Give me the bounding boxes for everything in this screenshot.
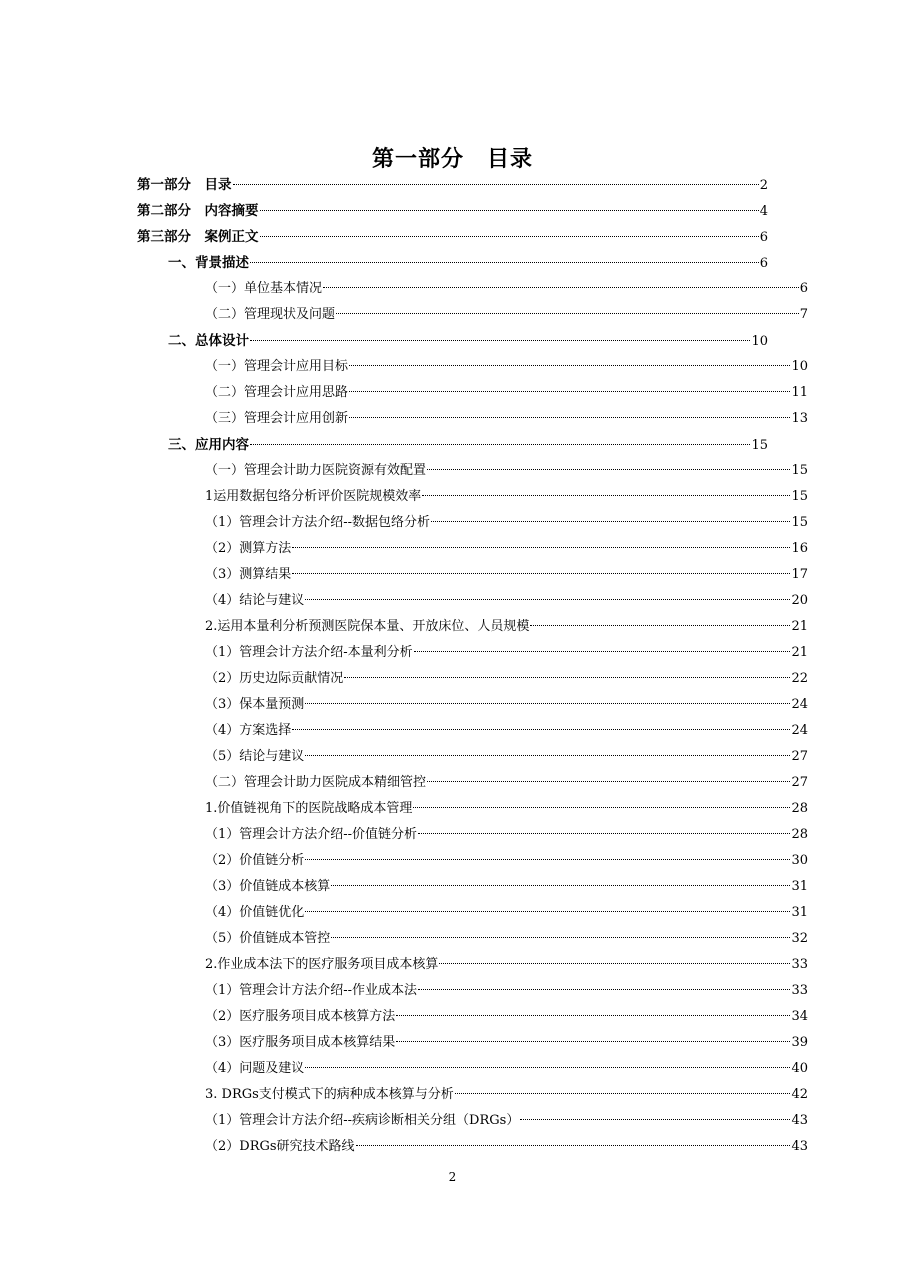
toc-entry[interactable]: [205, 1083, 808, 1107]
toc-entry-title: （4）价值链优化: [205, 905, 305, 920]
toc-entry-page: 15: [751, 438, 768, 453]
dot-leader: [427, 469, 790, 470]
toc-entry-page: 7: [799, 307, 808, 322]
dot-leader: [260, 210, 759, 211]
toc-entry-page: 15: [791, 489, 808, 504]
toc-entry-title: 2.运用本量利分析预测医院保本量、开放床位、人员规模: [205, 619, 530, 634]
toc-entry-title: （3）测算结果: [205, 567, 292, 582]
toc-entry-page: 22: [791, 671, 808, 686]
toc-entry[interactable]: [205, 927, 808, 951]
toc-entry-title: （二）管理会计应用思路: [205, 385, 349, 400]
toc-entry-title: （3）保本量预测: [205, 697, 305, 712]
toc-entry-title: （2）测算方法: [205, 541, 292, 556]
dot-leader: [336, 313, 799, 314]
toc-entry[interactable]: [205, 459, 808, 483]
toc-entry-title: （三）管理会计应用创新: [205, 411, 349, 426]
toc-entry-title: 2.作业成本法下的医疗服务项目成本核算: [205, 957, 439, 972]
toc-entry-page: 10: [791, 359, 808, 374]
dot-leader: [439, 963, 790, 964]
toc-entry-page: 15: [791, 463, 808, 478]
dot-leader: [233, 184, 759, 185]
toc-entry[interactable]: [205, 875, 808, 899]
toc-entry-title: （2）历史边际贡献情况: [205, 671, 344, 686]
toc-entry[interactable]: [168, 251, 768, 275]
toc-entry-title: 1运用数据包络分析评价医院规模效率: [205, 489, 422, 504]
toc-entry-page: 32: [791, 931, 808, 946]
dot-leader: [455, 1093, 791, 1094]
toc-entry-title: 三、应用内容: [168, 437, 249, 453]
toc-entry-page: 27: [791, 749, 808, 764]
toc-entry-page: 15: [791, 515, 808, 530]
toc-entry-page: 28: [791, 827, 808, 842]
toc-entry[interactable]: [205, 771, 808, 795]
toc-entry-title: （二）管理会计助力医院成本精细管控: [205, 775, 427, 790]
dot-leader: [356, 1145, 791, 1146]
toc-entry[interactable]: [205, 381, 808, 405]
toc-entry-page: 24: [791, 697, 808, 712]
dot-leader: [250, 340, 750, 341]
dot-leader: [344, 677, 790, 678]
toc-entry-page: 40: [791, 1061, 808, 1076]
dot-leader: [292, 573, 790, 574]
toc-entry[interactable]: [205, 1057, 808, 1081]
toc-entry-page: 4: [759, 204, 768, 219]
toc-entry[interactable]: [205, 1031, 808, 1055]
dot-leader: [418, 833, 790, 834]
toc-entry-title: 3. DRGs支付模式下的病种成本核算与分析: [205, 1087, 454, 1102]
toc-entry-title: （1）管理会计方法介绍--价值链分析: [205, 827, 418, 842]
toc-entry-page: 21: [791, 645, 808, 660]
toc-entry-title: 第一部分 目录: [137, 177, 232, 193]
toc-entry[interactable]: [205, 277, 808, 301]
toc-entry[interactable]: [205, 849, 808, 873]
toc-entry-title: （5）结论与建议: [205, 749, 305, 764]
toc-entry[interactable]: [137, 199, 768, 223]
toc-entry-title: （2）价值链分析: [205, 853, 305, 868]
toc-entry-page: 28: [791, 801, 808, 816]
toc-entry-page: 43: [791, 1113, 808, 1128]
dot-leader: [305, 755, 790, 756]
toc-entry-page: 43: [791, 1139, 808, 1154]
toc-entry-title: （2）DRGs研究技术路线: [205, 1139, 355, 1154]
toc-entry[interactable]: [205, 693, 808, 717]
toc-entry-title: （1）管理会计方法介绍--数据包络分析: [205, 515, 431, 530]
dot-leader: [331, 885, 790, 886]
toc-entry-page: 42: [791, 1087, 808, 1102]
toc-entry[interactable]: [205, 1005, 808, 1029]
toc-entry[interactable]: [205, 303, 808, 327]
dot-leader: [431, 521, 790, 522]
dot-leader: [250, 262, 759, 263]
toc-entry[interactable]: [137, 225, 768, 249]
toc-entry[interactable]: [205, 615, 808, 639]
toc-entry-title: （二）管理现状及问题: [205, 307, 336, 322]
dot-leader: [349, 365, 790, 366]
toc-entry-page: 6: [759, 256, 768, 271]
toc-entry-page: 6: [799, 281, 808, 296]
toc-entry-title: （1）管理会计方法介绍--疾病诊断相关分组（DRGs）: [205, 1113, 520, 1128]
toc-entry[interactable]: [168, 433, 768, 457]
dot-leader: [292, 547, 790, 548]
toc-entry[interactable]: [205, 745, 808, 769]
toc-entry-title: 一、背景描述: [168, 255, 249, 271]
dot-leader: [520, 1119, 790, 1120]
dot-leader: [530, 625, 790, 626]
toc-entry-page: 39: [791, 1035, 808, 1050]
toc-entry[interactable]: [205, 1109, 808, 1133]
toc-entry-title: （一）单位基本情况: [205, 281, 323, 296]
toc-entry[interactable]: [168, 329, 768, 353]
toc-entry-title: 第二部分 内容摘要: [137, 203, 259, 219]
toc-entry[interactable]: [205, 407, 808, 431]
toc-entry[interactable]: [205, 667, 808, 691]
toc-entry-page: 10: [751, 334, 768, 349]
toc-entry[interactable]: [205, 901, 808, 925]
toc-entry-page: 33: [791, 957, 808, 972]
toc-entry-title: （一）管理会计应用目标: [205, 359, 349, 374]
dot-leader: [427, 781, 790, 782]
dot-leader: [396, 1015, 790, 1016]
toc-entry-page: 16: [791, 541, 808, 556]
dot-leader: [260, 236, 759, 237]
toc-entry-title: （4）方案选择: [205, 723, 292, 738]
toc-entry-title: 1.价值链视角下的医院战略成本管理: [205, 801, 413, 816]
toc-entry-page: 2: [759, 178, 768, 193]
toc-entry[interactable]: [205, 823, 808, 847]
page-number: 2: [448, 1170, 457, 1184]
toc-entry-page: 34: [791, 1009, 808, 1024]
toc-entry-title: （1）管理会计方法介绍-本量利分析: [205, 645, 413, 660]
toc-entry-title: （1）管理会计方法介绍--作业成本法: [205, 983, 418, 998]
toc-entry-page: 20: [791, 593, 808, 608]
dot-leader: [349, 391, 790, 392]
toc-entry-title: （2）医疗服务项目成本核算方法: [205, 1009, 396, 1024]
dot-leader: [422, 495, 790, 496]
toc-entry-page: 27: [791, 775, 808, 790]
toc-entry[interactable]: [205, 641, 808, 665]
dot-leader: [396, 1041, 790, 1042]
toc-entry[interactable]: [205, 485, 808, 509]
dot-leader: [292, 729, 790, 730]
toc-entry-title: 第三部分 案例正文: [137, 229, 259, 245]
toc-entry[interactable]: [205, 511, 808, 535]
toc-entry-page: 21: [791, 619, 808, 634]
dot-leader: [331, 937, 790, 938]
dot-leader: [305, 703, 790, 704]
dot-leader: [323, 287, 799, 288]
dot-leader: [305, 599, 790, 600]
dot-leader: [413, 807, 790, 808]
toc-entry-page: 31: [791, 905, 808, 920]
toc-entry-title: （4）问题及建议: [205, 1061, 305, 1076]
dot-leader: [305, 911, 790, 912]
toc-entry-page: 33: [791, 983, 808, 998]
toc-entry-page: 31: [791, 879, 808, 894]
toc-entry-page: 17: [791, 567, 808, 582]
toc-entry-title: （3）医疗服务项目成本核算结果: [205, 1035, 396, 1050]
toc-entry-page: 30: [791, 853, 808, 868]
toc-entry[interactable]: [205, 1135, 808, 1159]
toc-entry-title: （3）价值链成本核算: [205, 879, 331, 894]
dot-leader: [250, 444, 750, 445]
toc-entry[interactable]: [205, 537, 808, 561]
toc-entry-page: 6: [759, 230, 768, 245]
dot-leader: [305, 859, 790, 860]
toc-entry[interactable]: [205, 563, 808, 587]
dot-leader: [305, 1067, 790, 1068]
toc-entry-title: （4）结论与建议: [205, 593, 305, 608]
toc-entry[interactable]: [205, 355, 808, 379]
dot-leader: [414, 651, 791, 652]
toc-entry[interactable]: [205, 953, 808, 977]
toc-entry-page: 11: [791, 385, 808, 400]
toc-entry[interactable]: [205, 979, 808, 1003]
dot-leader: [349, 417, 790, 418]
toc-entry[interactable]: [137, 173, 768, 197]
toc-entry[interactable]: [205, 797, 808, 821]
page-title: 第一部分 目录: [371, 147, 533, 172]
toc-entry-title: （一）管理会计助力医院资源有效配置: [205, 463, 427, 478]
toc-entry-page: 24: [791, 723, 808, 738]
toc-entry-page: 13: [791, 411, 808, 426]
toc-entry[interactable]: [205, 589, 808, 613]
toc-entry-title: 二、总体设计: [168, 333, 249, 349]
toc-entry[interactable]: [205, 719, 808, 743]
toc-entry-title: （5）价值链成本管控: [205, 931, 331, 946]
dot-leader: [418, 989, 790, 990]
